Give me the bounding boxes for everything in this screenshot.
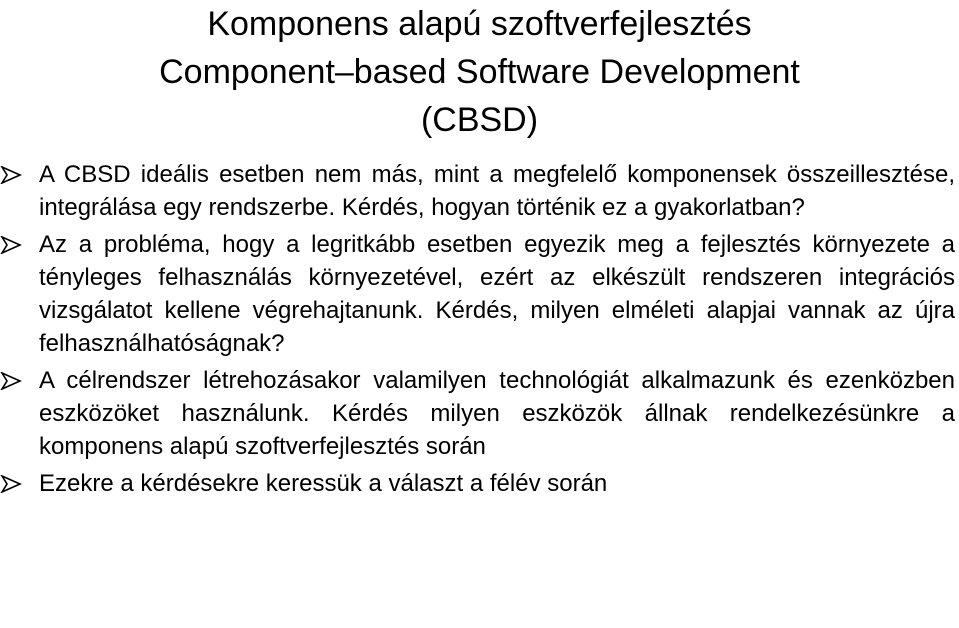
arrowhead-bullet-icon [0,236,22,254]
bullet-item [0,228,959,360]
bullet-list [0,158,959,504]
arrowhead-bullet-icon [0,475,22,493]
bullet-item [0,467,959,500]
title-line-hungarian: Komponens alapú szoftverfejlesztés [207,5,752,43]
bullet-text: A célrendszer létrehozásakor valamilyen technológiát alkalmazunk és ezenközben eszközöket használunk. Kérdés milyen eszközök állnak rendelkezésünkre a komponens alapú szoftverfejlesztés során [39,367,955,460]
bullet-text: Az a probléma, hogy a legritkább esetben egyezik meg a fejlesztés környezete a tényleges felhasználás környezetével, ezért az elkészült rendszeren integrációs vizsgálatot kellene végrehajtanunk. Kérdés, milyen elméleti alapjai vannak az újra felhasználhatóságnak? [39,231,955,357]
title-line-english: Component–based Software Development [159,53,800,91]
slide-title [0,0,959,144]
bullet-text: Ezekre a kérdésekre keressük a választ a félév során [39,470,608,497]
arrowhead-bullet-icon [0,372,22,390]
title-line-abbreviation: (CBSD) [420,101,539,139]
arrowhead-bullet-icon [0,166,22,184]
bullet-item [0,158,959,224]
bullet-item [0,364,959,463]
bullet-text: A CBSD ideális esetben nem más, mint a megfelelő komponensek összeillesztése, integrálása egy rendszerbe. Kérdés, hogyan történik ez a gyakorlatban? [39,161,955,221]
